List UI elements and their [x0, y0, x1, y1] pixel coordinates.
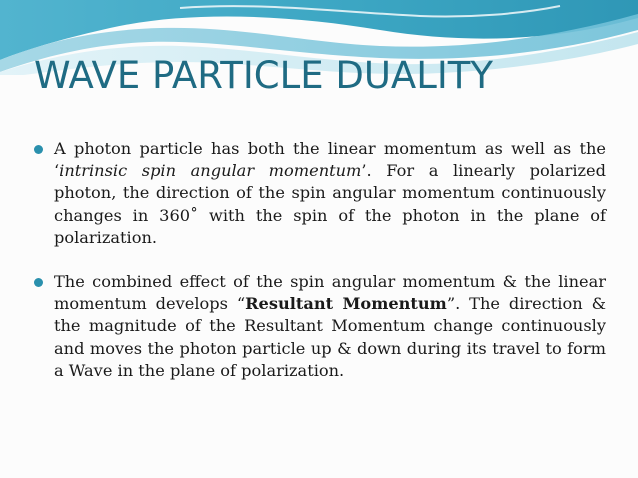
- bullet2-bold-term: Resultant Momentum: [245, 294, 447, 314]
- bullet1-text-before: A photon particle has both the linear momentum as well as the ‘: [54, 139, 606, 181]
- bullet-item-photon-momentum: [34, 138, 606, 249]
- bullet-dot-icon: [34, 145, 43, 154]
- bullet2-text-after: ”. The direction & the magnitude of the Resultant Momentum change continuously and moves the photon particle up & down during its travel to form a Wave in the plane of polarization.: [54, 294, 606, 380]
- bullet2-text-before: The combined effect of the spin angular momentum & the linear momentum develops “: [54, 272, 606, 314]
- bullet-dot-icon: [34, 278, 43, 287]
- slide-title: WAVE PARTICLE DUALITY: [34, 54, 493, 97]
- bullet-list: [34, 138, 606, 382]
- bullet-item-resultant-momentum: [34, 271, 606, 382]
- bullet1-text-after: ’. For a linearly polarized photon, the direction of the spin angular momentum continuously changes in 360˚ with the spin of the photon in the plane of polarization.: [54, 161, 606, 247]
- bullet1-italic-term: intrinsic spin angular momentum: [59, 161, 362, 181]
